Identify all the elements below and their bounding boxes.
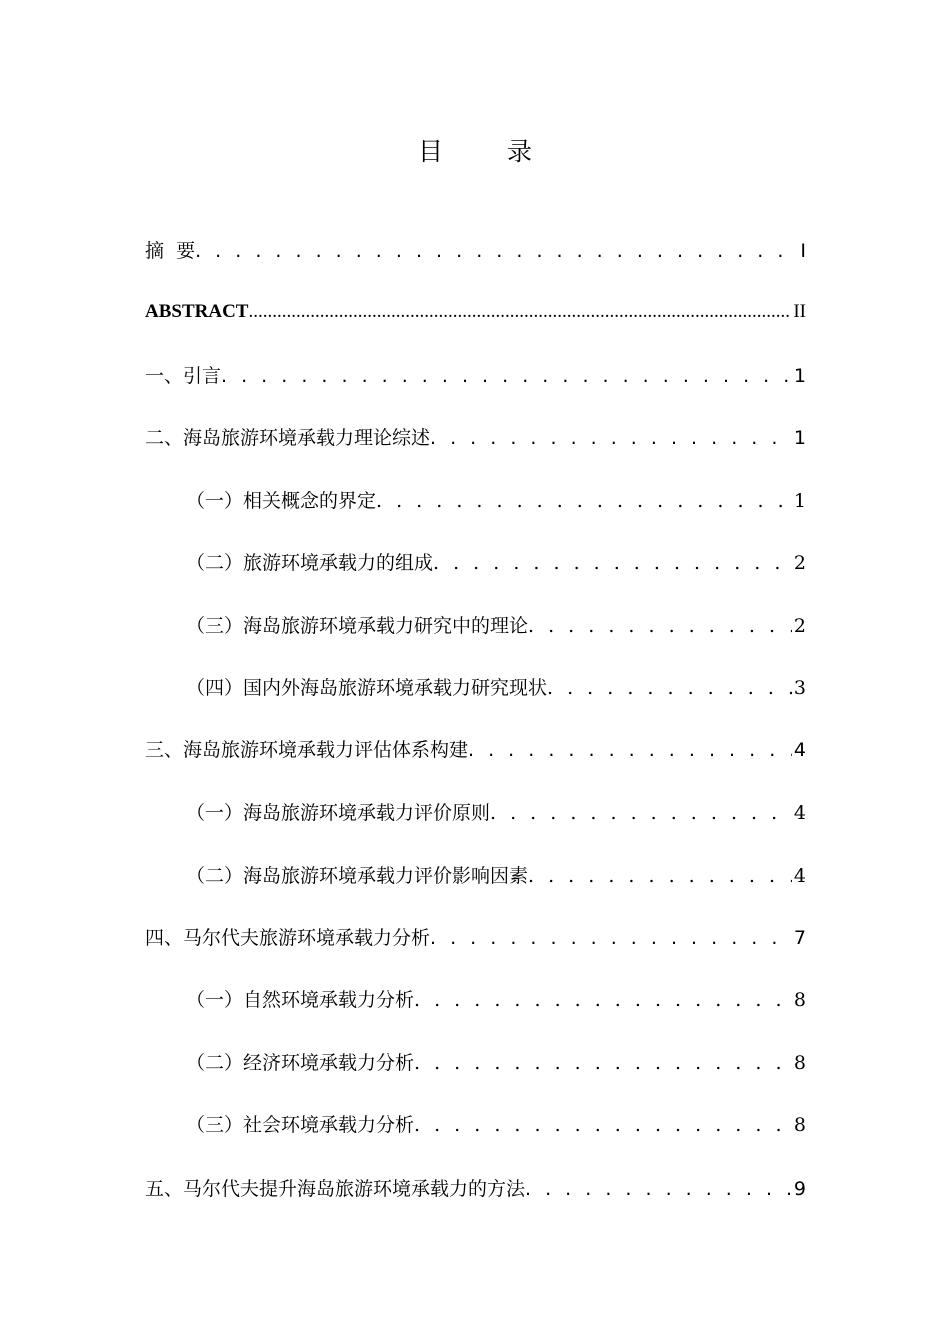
toc-entry-label: （二）海岛旅游环境承载力评价影响因素 (186, 865, 529, 887)
toc-entry-section-4-3[interactable] (186, 1110, 806, 1140)
dot-leader (525, 1174, 792, 1204)
dot-leader (414, 1110, 792, 1140)
toc-entry-label: （四）国内外海岛旅游环境承载力研究现状 (186, 677, 548, 699)
dot-leader (430, 923, 792, 953)
toc-entry-label: 四、马尔代夫旅游环境承载力分析 (145, 927, 431, 949)
toc-entry-page: 4 (793, 865, 806, 887)
toc-entry-label: 五、马尔代夫提升海岛旅游环境承载力的方法 (145, 1178, 526, 1200)
dot-leader (414, 985, 792, 1015)
toc-entry-page: 3 (793, 677, 806, 699)
toc-title: 目 录 (418, 137, 560, 166)
dot-leader (528, 861, 792, 891)
toc-entry-label: 一、引言 (145, 365, 222, 387)
toc-entry-label: ABSTRACT (145, 301, 249, 322)
toc-entry-label: （二）旅游环境承载力的组成 (186, 552, 434, 574)
toc-entry-section-2-1[interactable] (186, 486, 806, 516)
dot-leader (221, 361, 792, 391)
toc-entry-section-2-3[interactable] (186, 611, 806, 641)
toc-entry-page: 8 (793, 1052, 806, 1074)
toc-entry-label: 摘 要 (145, 240, 196, 262)
toc-entry-page: 9 (793, 1178, 806, 1200)
toc-entry-page: 7 (793, 927, 806, 949)
dot-leader (414, 1048, 792, 1078)
toc-entry-label: （三）社会环境承载力分析 (186, 1114, 415, 1136)
toc-entry-page: 2 (793, 615, 806, 637)
dot-leader (490, 798, 792, 828)
dot-leader (547, 673, 792, 703)
dot-leader (433, 548, 792, 578)
dot-leader (195, 236, 798, 266)
toc-entry-page: 2 (793, 552, 806, 574)
toc-entry-abstract-en[interactable] (145, 297, 806, 327)
toc-entry-page: 1 (793, 490, 806, 512)
toc-entry-page: II (793, 301, 806, 322)
dot-leader (376, 486, 792, 516)
toc-entry-abstract-cn[interactable] (145, 236, 806, 266)
toc-entry-label: （二）经济环境承载力分析 (186, 1052, 415, 1074)
toc-entry-section-3-2[interactable] (186, 861, 806, 891)
toc-entry-page: 4 (793, 802, 806, 824)
toc-entry-chapter-4[interactable] (145, 923, 806, 953)
toc-entry-section-3-1[interactable] (186, 798, 806, 828)
dot-leader (248, 297, 791, 327)
toc-entry-page: I (800, 240, 806, 262)
toc-entry-section-2-4[interactable] (186, 673, 806, 703)
toc-entry-page: 1 (793, 365, 806, 387)
toc-entry-label: （一）相关概念的界定 (186, 490, 377, 512)
toc-entry-section-4-2[interactable] (186, 1048, 806, 1078)
toc-entry-page: 4 (793, 739, 806, 761)
toc-entry-label: （三）海岛旅游环境承载力研究中的理论 (186, 615, 529, 637)
toc-entry-page: 8 (793, 1114, 806, 1136)
toc-entry-page: 1 (793, 427, 806, 449)
dot-leader (430, 423, 792, 453)
dot-leader (528, 611, 792, 641)
toc-entry-label: （一）自然环境承载力分析 (186, 989, 415, 1011)
toc-entry-page: 8 (793, 989, 806, 1011)
toc-entry-section-4-1[interactable] (186, 985, 806, 1015)
toc-entry-chapter-2[interactable] (145, 423, 806, 453)
toc-entry-chapter-1[interactable] (145, 361, 806, 391)
toc-entry-label: 三、海岛旅游环境承载力评估体系构建 (145, 739, 469, 761)
dot-leader (468, 735, 792, 765)
toc-entry-chapter-3[interactable] (145, 735, 806, 765)
toc-entry-section-2-2[interactable] (186, 548, 806, 578)
toc-entry-chapter-5[interactable] (145, 1174, 806, 1204)
toc-entry-label: 二、海岛旅游环境承载力理论综述 (145, 427, 431, 449)
toc-entry-label: （一）海岛旅游环境承载力评价原则 (186, 802, 491, 824)
